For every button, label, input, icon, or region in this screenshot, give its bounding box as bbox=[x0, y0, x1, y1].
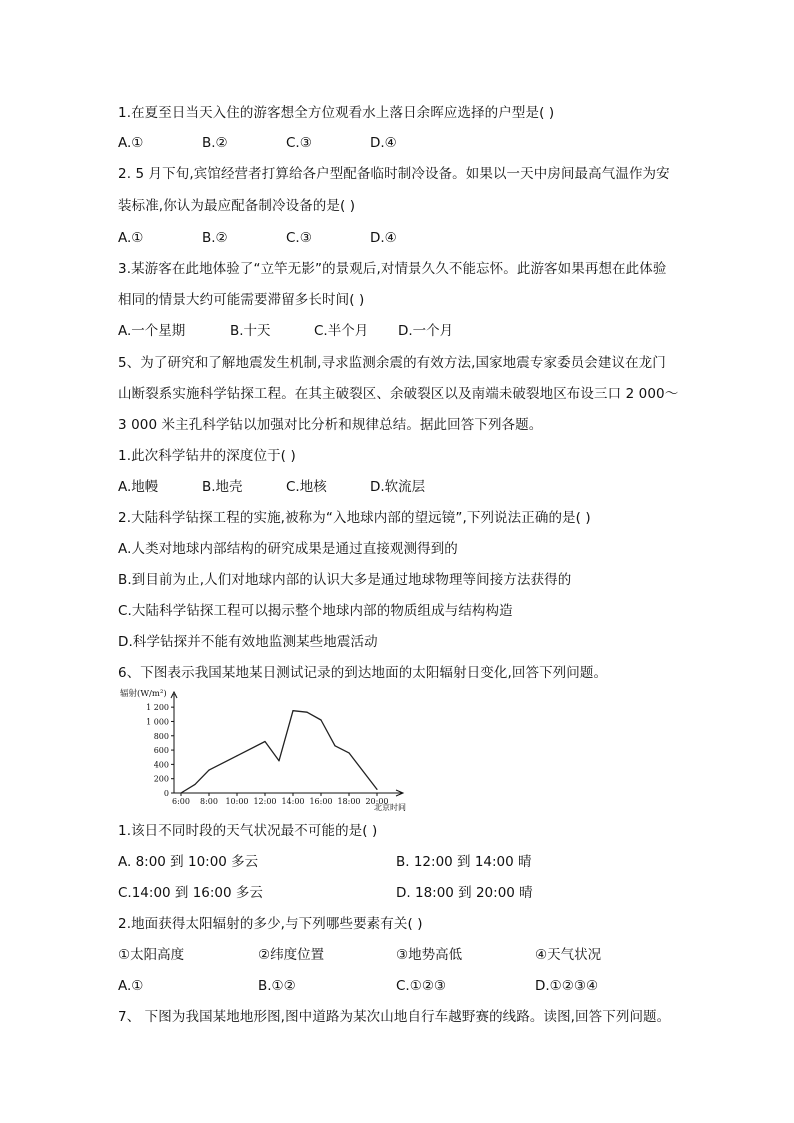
q2-stem-line2: 装标准,你认为最应配备制冷设备的是( ) bbox=[118, 198, 356, 214]
chart-svg bbox=[116, 686, 406, 814]
data-point bbox=[208, 770, 209, 771]
q3-stem-line2: 相同的情景大约可能需要滞留多长时间( ) bbox=[118, 292, 365, 308]
q2-option-a: A.① bbox=[118, 230, 144, 246]
x-tick-label: 6:00 bbox=[172, 797, 190, 806]
y-tick-label: 1 000 bbox=[146, 717, 169, 727]
q1-option-d: D.④ bbox=[370, 135, 397, 151]
data-point bbox=[236, 755, 237, 756]
q2-option-c: C.③ bbox=[286, 230, 312, 246]
chart-ticks bbox=[146, 703, 388, 806]
y-tick-label: 0 bbox=[163, 789, 169, 798]
x-tick-label: 18:00 bbox=[337, 797, 361, 806]
y-tick-label: 200 bbox=[153, 774, 169, 784]
q5-intro-line1: 5、为了研究和了解地震发生机制,寻求监测余震的有效方法,国家地震专家委员会建议在龙门 bbox=[118, 355, 666, 371]
q5-sub2-option-c: C.大陆科学钻探工程可以揭示整个地球内部的物质组成与结构构造 bbox=[118, 603, 513, 619]
y-axis-label: 辐射(W/m²) bbox=[120, 689, 167, 699]
q6-sub1-stem: 1.该日不同时段的天气状况最不可能的是( ) bbox=[118, 823, 378, 839]
q5-intro-line3: 3 000 米主孔科学钻以加强对比分析和规律总结。据此回答下列各题。 bbox=[118, 417, 543, 433]
q6-sub1-option-d: D. 18:00 到 20:00 晴 bbox=[396, 885, 533, 901]
q5-sub1-option-b: B.地壳 bbox=[202, 479, 243, 495]
q5-sub2-option-b: B.到目前为止,人们对地球内部的认识大多是通过地球物理等间接方法获得的 bbox=[118, 572, 572, 588]
data-point bbox=[320, 719, 321, 720]
q6-factor-2: ②纬度位置 bbox=[258, 947, 325, 963]
q6-sub2-option-d: D.①②③④ bbox=[535, 978, 599, 994]
data-point bbox=[334, 745, 335, 746]
data-point bbox=[292, 710, 293, 711]
q1-option-a: A.① bbox=[118, 135, 144, 151]
q6-factor-3: ③地势高低 bbox=[396, 947, 463, 963]
q3-stem-line1: 3.某游客在此地体验了“立竿无影”的景观后,对情景久久不能忘怀。此游客如果再想在此体验 bbox=[118, 261, 667, 277]
q6-intro: 6、下图表示我国某地某日测试记录的到达地面的太阳辐射日变化,回答下列问题。 bbox=[118, 665, 608, 681]
q2-option-b: B.② bbox=[202, 230, 228, 246]
q5-sub1-stem: 1.此次科学钻井的深度位于( ) bbox=[118, 448, 296, 464]
q3-option-d: D.一个月 bbox=[398, 323, 454, 339]
q1-stem: 1.在夏至日当天入住的游客想全方位观看水上落日余晖应选择的户型是( ) bbox=[118, 105, 555, 121]
q6-factor-1: ①太阳高度 bbox=[118, 947, 185, 963]
y-tick-label: 600 bbox=[153, 746, 169, 756]
x-tick-label: 20:00 bbox=[365, 797, 389, 806]
solar-radiation-chart bbox=[116, 686, 406, 814]
x-tick-label: 10:00 bbox=[225, 797, 249, 806]
q6-sub1-option-a: A. 8:00 到 10:00 多云 bbox=[118, 854, 259, 870]
q6-sub2-option-c: C.①②③ bbox=[396, 978, 447, 994]
q2-option-d: D.④ bbox=[370, 230, 397, 246]
q6-factor-4: ④天气状况 bbox=[535, 947, 602, 963]
q2-stem-line1: 2. 5 月下旬,宾馆经营者打算给各户型配备临时制冷设备。如果以一天中房间最高气温作为安 bbox=[118, 166, 670, 182]
q5-sub1-option-c: C.地核 bbox=[286, 479, 327, 495]
q1-option-c: C.③ bbox=[286, 135, 312, 151]
q3-option-a: A.一个星期 bbox=[118, 323, 186, 339]
q6-sub2-option-a: A.① bbox=[118, 978, 144, 994]
chart-axes bbox=[171, 692, 403, 796]
q7-intro: 7、 下图为我国某地地形图,图中道路为某次山地自行车越野赛的线路。读图,回答下列问题。 bbox=[118, 1009, 671, 1025]
q1-option-b: B.② bbox=[202, 135, 228, 151]
data-point bbox=[278, 760, 279, 761]
q6-sub2-stem: 2.地面获得太阳辐射的多少,与下列哪些要素有关( ) bbox=[118, 916, 423, 932]
data-point bbox=[306, 712, 307, 713]
q5-sub1-option-a: A.地幔 bbox=[118, 479, 159, 495]
x-tick-label: 12:00 bbox=[253, 797, 277, 806]
data-point bbox=[180, 792, 181, 793]
q6-sub2-option-b: B.①② bbox=[258, 978, 296, 994]
q5-sub2-option-a: A.人类对地球内部结构的研究成果是通过直接观测得到的 bbox=[118, 541, 458, 557]
data-point bbox=[376, 789, 377, 790]
q6-sub1-option-c: C.14:00 到 16:00 多云 bbox=[118, 885, 263, 901]
q3-option-c: C.半个月 bbox=[314, 323, 369, 339]
q5-intro-line2: 山断裂系实施科学钻探工程。在其主破裂区、余破裂区以及南端未破裂地区布设三口 2 000～ bbox=[118, 386, 679, 402]
y-tick-label: 400 bbox=[153, 760, 169, 770]
x-axis-label: 北京时间 bbox=[374, 803, 406, 812]
data-point bbox=[194, 784, 195, 785]
q5-sub1-option-d: D.软流层 bbox=[370, 479, 426, 495]
q6-sub1-option-b: B. 12:00 到 14:00 晴 bbox=[396, 854, 532, 870]
radiation-line bbox=[181, 711, 377, 793]
data-point bbox=[264, 741, 265, 742]
y-tick-label: 800 bbox=[153, 731, 169, 741]
y-tick-label: 1 200 bbox=[146, 703, 169, 713]
data-point bbox=[348, 752, 349, 753]
x-tick-label: 16:00 bbox=[309, 797, 333, 806]
chart-series bbox=[180, 710, 377, 793]
q3-option-b: B.十天 bbox=[230, 323, 271, 339]
x-tick-label: 14:00 bbox=[281, 797, 305, 806]
x-tick-label: 8:00 bbox=[200, 797, 218, 806]
q5-sub2-option-d: D.科学钻探并不能有效地监测某些地震活动 bbox=[118, 634, 378, 650]
q5-sub2-stem: 2.大陆科学钻探工程的实施,被称为“入地球内部的望远镜”,下列说法正确的是( ) bbox=[118, 510, 591, 526]
